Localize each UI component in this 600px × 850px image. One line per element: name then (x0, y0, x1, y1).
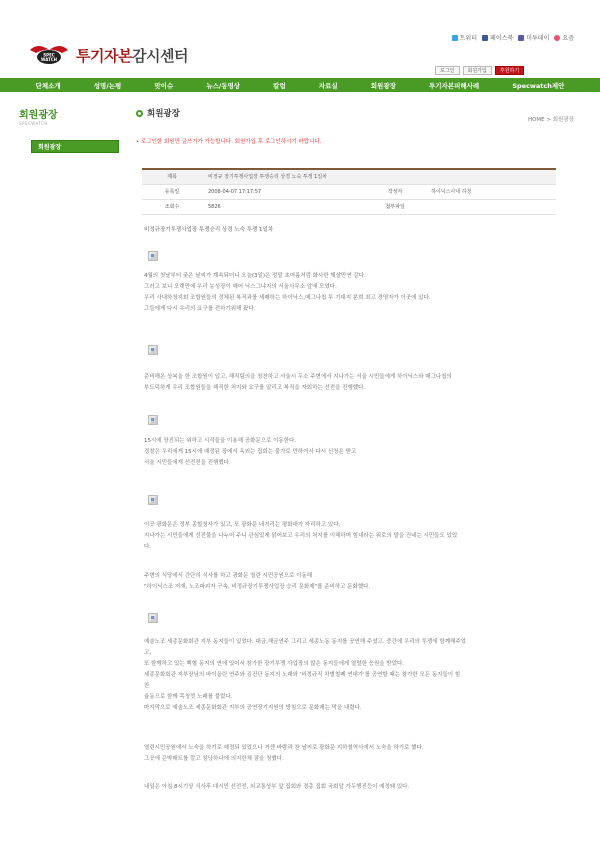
text-line: 서울 시민들에게 선전전을 진행했다. (144, 460, 231, 466)
nav-item-issues[interactable]: 맞이슈 (154, 81, 174, 90)
table-row (142, 184, 556, 199)
site-logo[interactable] (28, 44, 188, 66)
login-button[interactable]: 로그인 (435, 66, 460, 75)
text-line: 마지막으로 예술노조 세종문화회관 지부의 공연장기지원의 방침으로 문화제는 막을 내렸다. (144, 705, 362, 711)
text-line: 찬 (144, 683, 150, 689)
toplink-label: 페이스북 (490, 35, 514, 42)
nav-item-about[interactable]: 단체소개 (35, 81, 61, 90)
text-line: 고, (144, 650, 152, 656)
title-value: 비정규 장기투쟁사업장 투쟁승리 상경 노숙 투쟁 1일차 (202, 169, 556, 184)
text-line: 그곳에 은박매트를 깔고 침낭하나에 의지한채 잠을 청했다. (144, 756, 284, 762)
breadcrumb: HOME > 회원광장 (527, 117, 574, 123)
file-value[interactable] (425, 199, 556, 214)
post-paragraph-3 (144, 436, 564, 469)
file-label: 첨부파일 (365, 199, 425, 214)
nav-item-archive[interactable]: 자료실 (318, 81, 338, 90)
broken-image-icon (148, 613, 158, 623)
author-value: 하이닉스사내 하청 (425, 184, 556, 199)
title-bullet-icon (136, 110, 143, 117)
main-nav (19, 78, 581, 92)
text-line: 준비해온 상복을 한 조합원이 입고, 해직팀의을 칭찬하고 서울시 두소 주변에서 지나가는 서울 시민들에게 하이닉스와 매그나칩의 (144, 374, 452, 380)
sponsor-button[interactable]: 후원하기 (495, 66, 524, 75)
post-paragraph-2 (144, 372, 564, 394)
broken-image-icon (148, 345, 158, 355)
toplink-metoday[interactable] (518, 33, 549, 42)
logo-text (76, 45, 188, 66)
logo-text-part1: 투기자본 (76, 46, 132, 65)
nav-edge-left (0, 78, 19, 92)
sidebar-subtitle: SPECWATCH (19, 121, 48, 126)
views-value: 5826 (202, 199, 365, 214)
date-value: 2008-04-07 17:17:57 (202, 184, 365, 199)
logo-mark-icon (28, 44, 70, 66)
text-line: 4월의 첫날부터 궂은 날씨가 계속되더니 오늘(3일)은 정말 초여름처럼 화사한 햇살만연 같다. (144, 273, 366, 279)
nav-item-news[interactable]: 뉴스/동영상 (206, 81, 241, 90)
twitter-icon (452, 35, 458, 41)
text-line: 우리 사내하청지회 조합원들의 정체된 복직과를 세쾌하는 하이닉스,매그나칩 투 기대지 분희 최고 경영자가 이곳에 있다. (144, 295, 431, 301)
toplink-twitter[interactable] (452, 33, 477, 42)
nav-item-proposal[interactable]: Specwatch제안 (512, 81, 565, 90)
text-line: "하이닉스조 저재, 노조파괴자 구속, 비정규장기투쟁사업장 승리 문화제"를 준비하고 문화했다. (144, 584, 371, 590)
title-label: 제목 (142, 169, 202, 184)
header-buttons (435, 66, 524, 75)
table-row (142, 199, 556, 214)
nav-item-statements[interactable]: 성명/논평 (93, 81, 122, 90)
text-line: 예술노조 세종문화회관 지부 동지들이 있었다. 대금,해금연주 그리고 세종노동 동지를 공연해 주셨고. 중간에 우리의 투쟁에 함께해주었 (144, 639, 466, 645)
post-info-table (142, 168, 556, 215)
facebook-icon (482, 35, 488, 41)
text-line: 15시에 장진되는 위하고 시작들을 이용해 공화문으로 이동한다. (144, 438, 297, 444)
text-line: 경찰은 우리에게 15시에 예정된 장에서 옥외는 집회는 불가로 만하여서 다시 신청은 받고 (144, 449, 357, 455)
text-line: 그러고 보니 오랫만에 우리 농성장이 헤어 닉스그냐지의 서울사무소 앞에 모였다. (144, 284, 337, 290)
top-links (452, 33, 574, 42)
broken-image-icon (148, 415, 158, 425)
text-line: 또 함께하고 있는 백혈 동지의 연에 있어서 참가한 장기투쟁 사업장의 많은 동지들에게 열렬한 응원을 받았다. (144, 661, 404, 667)
text-line: 열린시민공원에서 노숙을 하기로 예정되 있었으나 거센 바람과 찬 날씨로 광화문 지하철역사에서 노숙을 하기로 했다. (144, 745, 424, 751)
logo-text-part2: 감시센터 (131, 46, 188, 65)
toplink-facebook[interactable] (482, 33, 513, 42)
text-line: 그들에게 다시 우리의 요구를 전하기위해 왔다. (144, 306, 256, 312)
toplink-label: 미투데이 (526, 35, 550, 42)
post-paragraph-4 (144, 520, 564, 553)
post-paragraph-1 (144, 271, 564, 315)
text-line: 지나가는 시민들에게 선전물을 나누어 주니 관심있게 읽어보고 우리의 처지를 이해하며 힘내라는 위로의 말을 건네는 시민들도 있었 (144, 533, 458, 539)
post-paragraph-6 (144, 637, 564, 714)
svg-text:WATCH: WATCH (40, 57, 58, 62)
table-row (142, 169, 556, 184)
login-notice: • 로그인한 회원만 글쓰기가 가능합니다. 회원가입 후 로그인하시기 바랍니다. (136, 139, 322, 145)
nav-edge-right (581, 78, 600, 92)
text-line: 부도덕하게 우리 조합원들을 해직한 처지와 요구를 알리고 복직을 자회하는 선전을 진행했다. (144, 385, 366, 391)
toplink-yozm[interactable] (554, 33, 574, 42)
date-label: 등록일 (142, 184, 202, 199)
toplink-label: 트위터 (459, 35, 478, 42)
sidebar-item-members[interactable]: 회원광장 (31, 140, 119, 153)
nav-item-cases[interactable]: 투기자본피해사례 (428, 81, 480, 90)
text-line: 내일은 아침 8시기상 식사후 대시민 선전전, 외교통상부 앞 집회와 경총 집회 국회앞 가두행진등이 예정돼 있다. (144, 784, 410, 790)
page-title: 회원광장 (147, 109, 180, 119)
nav-item-members[interactable]: 회원광장 (370, 81, 396, 90)
sidebar-title: 회원광장 (19, 110, 58, 121)
toplink-label: 요즘 (562, 35, 574, 42)
post-paragraph-5 (144, 571, 564, 593)
author-label: 작성자 (365, 184, 425, 199)
broken-image-icon (148, 495, 158, 505)
text-line: 이곳 광화문은 정부 종합청사가 있고, 또 광화문 네거리는 평화대가 자리하고 있다. (144, 522, 341, 528)
text-line: 율동으로 함께 목청껏 노래를 불렀다. (144, 694, 233, 700)
views-label: 조회수 (142, 199, 202, 214)
join-button[interactable]: 회원가입 (463, 66, 492, 75)
post-subject: 비정규장기투쟁사업장 투쟁승리 상경 노숙 투쟁 1일차 (144, 227, 274, 233)
yozm-icon (554, 35, 560, 41)
svg-text:SPEC: SPEC (43, 52, 55, 58)
text-line: 다. (144, 544, 152, 550)
post-paragraph-8 (144, 782, 564, 793)
metoday-icon (518, 35, 524, 41)
nav-item-column[interactable]: 칼럼 (273, 81, 286, 90)
text-line: 주변의 식당에서 간단히 식사를 하고 광화문 열린 시민공원으로 이동해 (144, 573, 313, 579)
broken-image-icon (148, 251, 158, 261)
post-paragraph-7 (144, 743, 564, 765)
text-line: 세종문화회관 지부장님의 바이올린 연주와 김진단 동지의 노래와 '비정규직 차별철폐 연대가'를 공연할 때는 참가한 모든 동지들이 힘 (144, 672, 461, 678)
